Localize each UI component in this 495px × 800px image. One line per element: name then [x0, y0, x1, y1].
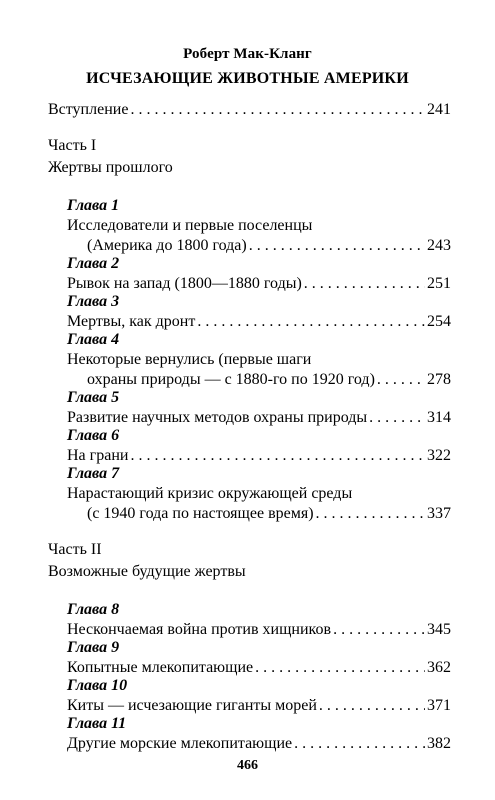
part-title: Жертвы прошлого	[48, 159, 173, 176]
chapter-label: Глава 1	[67, 197, 120, 214]
toc-page-number: 345	[427, 621, 451, 638]
toc-entry-title: Развитие научных методов охраны природы	[67, 409, 368, 426]
toc-page-number: 278	[427, 371, 451, 388]
toc-page-number: 362	[427, 659, 451, 676]
part-label: Часть I	[48, 137, 97, 154]
part-title: Возможные будущие жертвы	[48, 563, 246, 580]
toc-entry-title: Мертвы, как дронт	[67, 313, 196, 330]
toc-entry-title: Киты — исчезающие гиганты морей	[67, 697, 317, 714]
chapter-label: Глава 10	[67, 677, 128, 694]
toc-page-number: 337	[427, 505, 451, 522]
dot-leader	[316, 502, 425, 526]
toc-page-number: 314	[427, 409, 451, 426]
toc-entry-ch11	[67, 732, 451, 756]
toc-page-number: 322	[427, 447, 451, 464]
page-number: 466	[237, 758, 258, 773]
author-name: Роберт Мак-Кланг	[183, 46, 312, 62]
chapter-label: Глава 6	[67, 427, 120, 444]
toc-entry-title: Некоторые вернулись (первые шаги	[67, 351, 312, 368]
chapter-label: Глава 11	[67, 715, 127, 732]
chapter-label: Глава 7	[67, 465, 120, 482]
toc-entry-title-cont: (с 1940 года по настоящее время)	[87, 505, 314, 522]
toc-page-number: 241	[427, 101, 451, 118]
toc-entry-title: Нескончаемая война против хищников	[67, 621, 332, 638]
toc-page-number: 243	[427, 237, 451, 254]
toc-entry-title: Исследователи и первые поселенцы	[67, 217, 313, 234]
toc-page-number: 251	[427, 275, 451, 292]
toc-entry-ch7	[87, 502, 451, 526]
toc-entry-title: Вступление	[48, 101, 129, 118]
toc-entry-title: На грани	[67, 447, 129, 464]
toc-entry-title-cont: охраны природы — с 1880-го по 1920 год)	[87, 371, 375, 388]
dot-leader	[130, 98, 425, 122]
toc-entry-title: Копытные млекопитающие	[67, 659, 254, 676]
toc-entry-title: Другие морские млекопитающие	[67, 735, 293, 752]
chapter-label: Глава 4	[67, 331, 120, 348]
toc-entry-title: Рывок на запад (1800—1880 годы)	[67, 275, 302, 292]
chapter-label: Глава 2	[67, 255, 120, 272]
chapter-label: Глава 3	[67, 293, 120, 310]
toc-entry-intro	[48, 98, 451, 122]
toc-entry-title: Нарастающий кризис окружающей среды	[67, 485, 353, 502]
toc-page-number: 254	[427, 313, 451, 330]
toc-page-number: 371	[427, 697, 451, 714]
part-label: Часть II	[48, 541, 102, 558]
chapter-label: Глава 9	[67, 639, 120, 656]
chapter-label: Глава 8	[67, 601, 120, 618]
chapter-label: Глава 5	[67, 389, 120, 406]
toc-entry-title-cont: (Америка до 1800 года)	[87, 237, 247, 254]
dot-leader	[294, 732, 425, 756]
toc-page-number: 382	[427, 735, 451, 752]
book-title: ИСЧЕЗАЮЩИЕ ЖИВОТНЫЕ АМЕРИКИ	[86, 70, 409, 87]
